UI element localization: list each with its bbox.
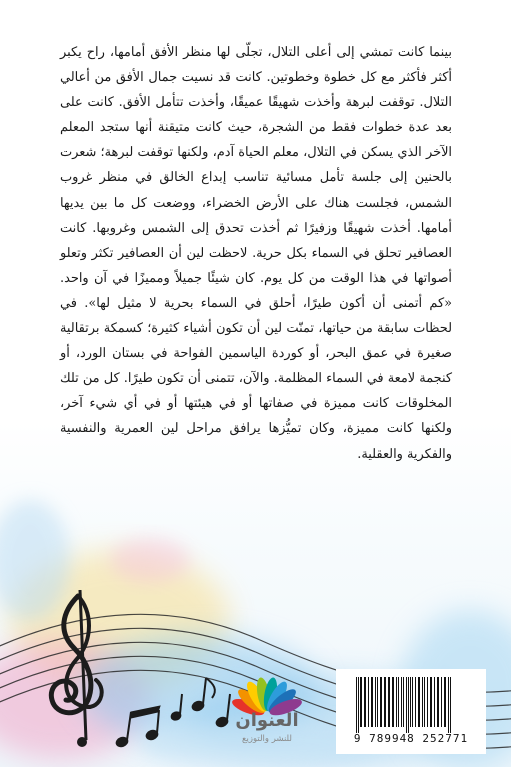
barcode-bar (371, 677, 373, 727)
barcode-bar (392, 677, 394, 727)
barcode-bar (418, 677, 420, 727)
synopsis-paragraph: بينما كانت تمشي إلى أعلى التلال، تجلّى لها منظر الأفق أمامها، راح يكبر أكثر فأكثر مع كل خطوة وخطوتين. كانت قد نسيت جمال الأفق من أعالي التلال. توقفت لبرهة وأخذت شهيقًا عميقًا، وأخذت تتأمل الأفق. كانت على بعد عدة خطوات فقط من الشجرة، حيث كانت متيقنة أنها ستجد المعلم الآخر الذي يسكن في التلال، معلم الحياة آدم، ولكنها توقفت لبرهة؛ شعرت بالحنين إلى جلسة تأمل مسائية تناسب إبداع الخالق في منظر غروب الشمس، فجلست هناك على الأرض الخضراء، ووضعت كل ما بين يديها أمامها. أخذت شهيقًا وزفيرًا ثم أخذت تحدق إلى الشمس وغروبها. كانت العصافير تحلق في السماء بكل حرية. لاحظت لين أن العصافير تكثر وتعلو أصواتها في هذا الوقت من كل يوم. كان شيئًا جميلاً ومميزًا في آن واحد. «كم أتمنى أن أكون طيرًا، أحلق في السماء بحرية لا مثيل لها». في لحظات سابقة من حياتها، تمنّت لين أن تكون أشياء كثيرة؛ كسمكة برتقالية صغيرة في عمق البحر، أو كوردة الياسمين الفواحة في بستان الورد، أو كنجمة لامعة في السماء المظلمة. والآن، تتمنى أن تكون طيرًا. كل من تلك المخلوقات كانت مميزة في صفاتها أو في هيئتها أو في أي شيء آخر، ولكنها كانت مميزة، وكان تميُّزها يرافق مراحل لين العمرية والنفسية والفكرية والعقلية. (60, 45, 452, 462)
barcode-bar (410, 677, 411, 727)
barcode-bar (396, 677, 397, 727)
barcode-bar (415, 677, 416, 727)
barcode-bar (403, 677, 404, 727)
barcode-bar (401, 677, 402, 727)
barcode-bar (430, 677, 432, 727)
isbn-number: 9 789948 252771 (353, 732, 469, 745)
barcode-bar (398, 677, 399, 727)
barcode-bar (364, 677, 366, 727)
barcode-bar (384, 677, 386, 727)
barcode-bar (408, 677, 409, 733)
barcode-bar (388, 677, 390, 727)
barcode-bar (358, 677, 359, 733)
barcode-bar (356, 677, 357, 733)
barcode-bar (424, 677, 425, 727)
barcode-bar (377, 677, 378, 727)
barcode-bar (437, 677, 439, 727)
barcode-bar (444, 677, 446, 727)
publisher-name: العنوان (235, 710, 299, 731)
barcode-bar (450, 677, 451, 733)
publisher-logo (224, 676, 310, 756)
barcode-bar (448, 677, 449, 733)
barcode-bar (422, 677, 423, 727)
barcode-bar (441, 677, 442, 727)
barcode-bar (427, 677, 428, 727)
publisher-subtitle: للنشر والتوزيع (242, 734, 292, 744)
barcode-bar (412, 677, 413, 727)
barcode-bar (368, 677, 369, 727)
synopsis-text-block (60, 40, 452, 467)
barcode-bar (360, 677, 362, 727)
barcode-bar (406, 677, 407, 733)
barcode-bar (380, 677, 382, 727)
barcode-bar (434, 677, 435, 727)
barcode-icon (354, 677, 468, 733)
barcode-panel (336, 669, 486, 754)
barcode-bar (375, 677, 376, 727)
